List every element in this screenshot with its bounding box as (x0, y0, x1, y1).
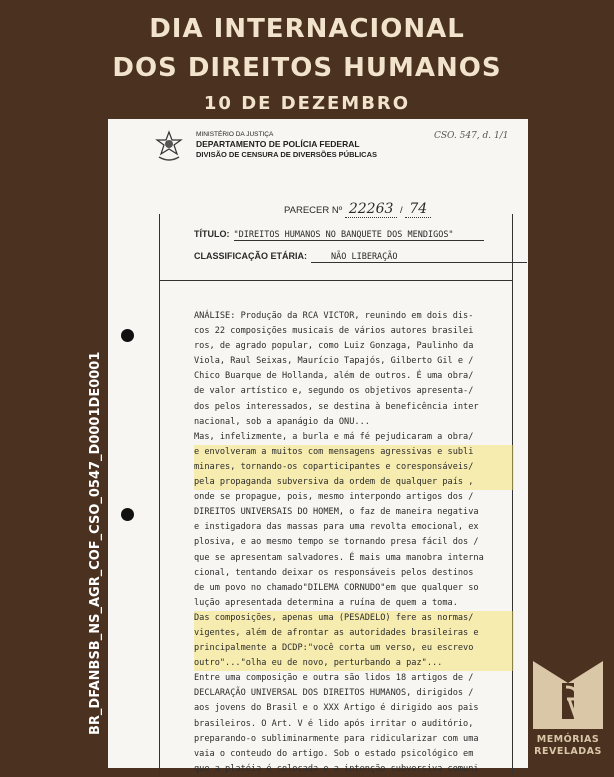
institution-header (196, 131, 377, 159)
document-text-line: ANÁLISE: Produção da RCA VICTOR, reunindo em dois dis- (194, 311, 474, 321)
document-text-line: aos jovens do Brasil e o XXX Artigo é dirigido aos pais (194, 703, 479, 714)
punch-hole (121, 508, 134, 521)
document-text-line: DECLARAÇÃO UNIVERSAL DOS DIREITOS HUMANOS, dirigidos / (194, 688, 474, 699)
document-text-line: onde se propague, pois, mesmo interpondo artigos dos / (194, 492, 474, 503)
parecer-label: PARECER Nº (284, 205, 343, 216)
header-title-line2: DOS DIREITOS HUMANOS (112, 53, 502, 83)
parecer-number: PARECER Nº 22263 / 74 (284, 201, 431, 217)
document-text-line: ros, de agrado popular, como Luiz Gonzaga, Paulinho da (194, 341, 474, 352)
division-label: DIVISÃO DE CENSURA DE DIVERSÕES PÚBLICAS (196, 150, 377, 159)
titulo-value: "DIREITOS HUMANOS NO BANQUETE DOS MENDIGOS" (234, 230, 484, 241)
document-text-line: Mas, infelizmente, a burla e má fé pejudicaram a obra/ (194, 431, 474, 442)
document-text-line: Entre uma composição e outra são lidos 18 artigos de / (194, 673, 474, 684)
memorias-reveladas-logo-icon (533, 661, 603, 729)
header-date: 10 DE DEZEMBRO (203, 93, 411, 114)
document-text-line: minares, tornando-os coparticipantes e coresponsáveis/ (194, 460, 514, 475)
classificacao-field (194, 251, 527, 263)
document-text-line: pela propaganda subversiva da ordem de qualquer país , (194, 475, 514, 490)
frame-border-left (159, 214, 160, 774)
censorship-document (108, 119, 528, 774)
document-text-line: que a platéia é colocada e a intenção subversiva comuni (194, 763, 479, 774)
parecer-handwritten-year: 74 (405, 201, 431, 218)
titulo-label: TÍTULO: (194, 229, 230, 239)
header-title-line1: DIA INTERNACIONAL (149, 14, 465, 44)
document-text-line: brasileiros. O Art. V é lido após irritar o auditório, (194, 718, 474, 729)
logo-text-line2: REVELADAS (534, 746, 602, 757)
document-text-line: de valor artístico e, segundo os objetivos apresenta-/ (194, 386, 474, 397)
document-text-line: Viola, Raul Seixas, Maurício Tapajós, Gilberto Gil e / (194, 356, 474, 367)
document-text-line: DIREITOS UNIVERSAIS DO HOMEM, o faz de maneira negativa (194, 507, 479, 518)
document-text-line: vaia o conteudo do artigo. Sob o estado psicológico em (194, 748, 474, 759)
punch-hole (121, 329, 134, 342)
document-text-line: nacional, sob a apanágio da ONU... (194, 416, 370, 427)
document-text-line: cos 22 composições musicais de vários autores brasilei (194, 326, 474, 337)
analysis-text (194, 309, 514, 777)
document-text-line: e instigadora das massas para uma revolta emocional, ex (194, 522, 479, 533)
frame-divider (159, 280, 513, 281)
document-text-line: plosiva, e ao mesmo tempo se tornando presa fácil dos / (194, 537, 479, 548)
document-text-line: que se apresentam salvadores. É mais uma manobra interna (194, 552, 484, 563)
document-text-line: lução apresentada determina a ruína de quem a toma. (194, 597, 458, 608)
classificacao-label: CLASSIFICAÇÃO ETÁRIA: (194, 251, 307, 261)
ministry-label: MINISTÉRIO DA JUSTIÇA (196, 131, 274, 138)
titulo-field (194, 229, 484, 241)
document-text-line: outro"..."olha eu de novo, perturbando a paz"... (194, 656, 514, 671)
document-text-line: vigentes, além de afrontar as autoridades brasileiras e (194, 626, 514, 641)
logo-text (524, 734, 612, 758)
parecer-handwritten-number: 22263 (345, 201, 398, 218)
coat-of-arms-icon (155, 131, 183, 163)
document-text-line: de um povo no chamado"DILEMA CORNUDO"em que qualquer so (194, 582, 479, 593)
logo-text-line1: MEMÓRIAS (536, 734, 600, 745)
archive-code: BR_DFANBSB_NS_AGR_COF_CSO_0547_D0001DE0001 (88, 351, 103, 735)
handwritten-reference: CSO. 547, d. 1/1 (434, 131, 509, 141)
document-text-line: cional, tentando deixar os responsáveis pelos destinos (194, 567, 474, 578)
document-text-line: dos pelos interessados, se destina à beneficência inter (194, 401, 479, 412)
document-text-line: Chico Buarque de Hollanda, além de outros. É uma obra/ (194, 371, 474, 382)
document-text-line: Das composições, apenas uma (PESADELO) fere as normas/ (194, 611, 514, 626)
document-text-line: preparando-o subliminarmente para ridicularizar com uma (194, 733, 479, 744)
document-text-line: principalmente a DCDP:"você corta um verso, eu escrevo (194, 641, 514, 656)
department-label: DEPARTAMENTO DE POLÍCIA FEDERAL (196, 139, 360, 149)
classificacao-value: NÃO LIBERAÇÃO (311, 252, 527, 263)
document-text-line: e envolveram a muitos com mensagens agressivas e subli (194, 445, 514, 460)
